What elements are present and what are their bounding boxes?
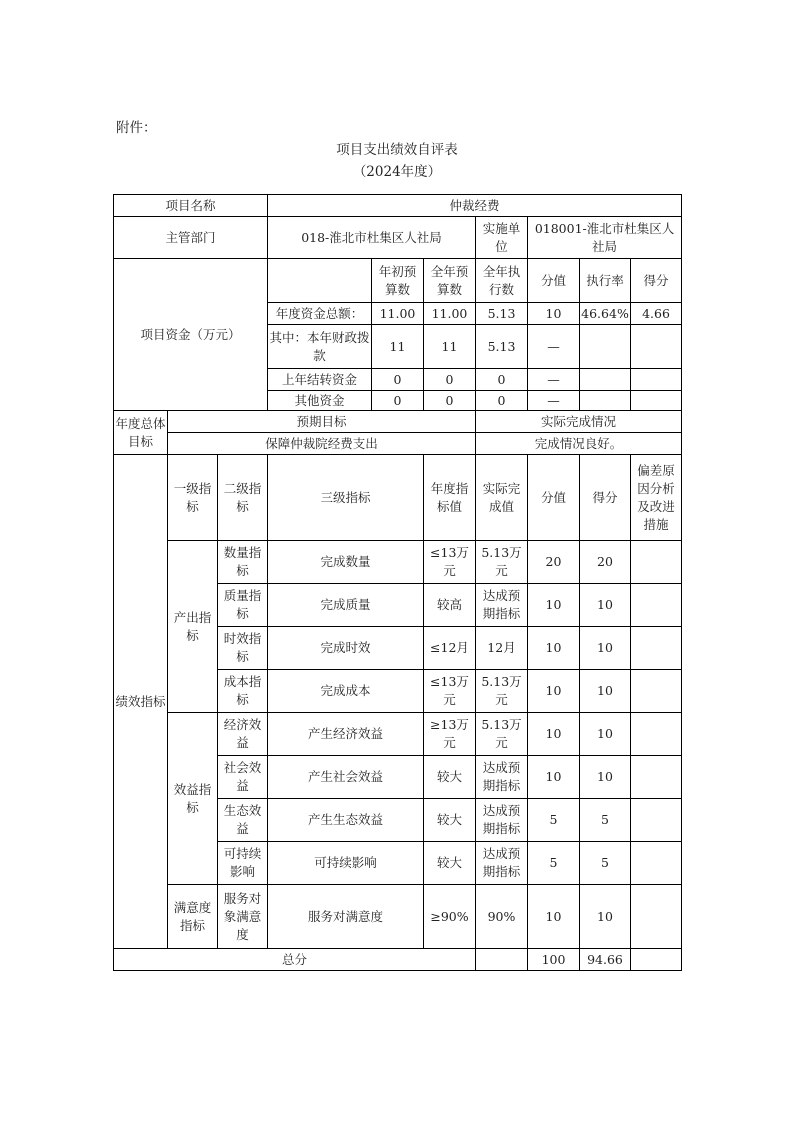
deviation-cell xyxy=(631,541,682,584)
level3-cell: 完成数量 xyxy=(268,541,424,584)
header-level1: 一级指标 xyxy=(168,455,218,541)
indicator-row xyxy=(114,885,682,949)
target-cell: ≤13万元 xyxy=(424,541,476,584)
page-title: 项目支出绩效自评表 xyxy=(336,142,458,158)
actual-result-value: 完成情况良好。 xyxy=(476,433,682,455)
dept-value: 018-淮北市杜集区人社局 xyxy=(268,217,476,259)
funds-full: 0 xyxy=(424,369,476,391)
funds-exec-rate: 46.64% xyxy=(580,303,631,325)
header-score-value: 分值 xyxy=(528,455,580,541)
funds-exec: 0 xyxy=(476,391,528,411)
score-cell: 10 xyxy=(580,885,631,949)
funds-header-row xyxy=(114,259,682,303)
level3-cell: 产生社会效益 xyxy=(268,756,424,799)
funds-exec-rate xyxy=(580,391,631,411)
header-deviation: 偏差原因分析及改进措施 xyxy=(631,455,682,541)
funds-score xyxy=(631,325,682,369)
funds-full: 0 xyxy=(424,391,476,411)
score-value-cell: 5 xyxy=(528,799,580,842)
header-target: 年度指标值 xyxy=(424,455,476,541)
level2-cell: 可持续影响 xyxy=(218,842,268,885)
indicator-header-row xyxy=(114,455,682,541)
expected-goal-label: 预期目标 xyxy=(168,411,476,433)
project-name-value: 仲裁经费 xyxy=(268,195,682,217)
actual-cell: 5.13万元 xyxy=(476,713,528,756)
deviation-cell xyxy=(631,885,682,949)
indicator-row xyxy=(114,541,682,584)
funds-row-label: 其他资金 xyxy=(268,391,372,411)
level3-cell: 产生经济效益 xyxy=(268,713,424,756)
target-cell: ≤12月 xyxy=(424,627,476,670)
self-evaluation-table xyxy=(113,194,682,971)
header-actual: 实际完成值 xyxy=(476,455,528,541)
score-cell: 10 xyxy=(580,713,631,756)
funds-score: 4.66 xyxy=(631,303,682,325)
level2-cell: 成本指标 xyxy=(218,670,268,713)
project-name-label: 项目名称 xyxy=(114,195,268,217)
funds-exec: 5.13 xyxy=(476,325,528,369)
expected-goal-value: 保障仲裁院经费支出 xyxy=(168,433,476,455)
score-value-cell: 10 xyxy=(528,713,580,756)
funds-score-value: — xyxy=(528,369,580,391)
deviation-cell xyxy=(631,799,682,842)
funds-score-value: — xyxy=(528,325,580,369)
performance-indicator-label: 绩效指标 xyxy=(114,455,168,949)
goals-row xyxy=(114,433,682,455)
level3-cell: 可持续影响 xyxy=(268,842,424,885)
deviation-cell xyxy=(631,842,682,885)
actual-cell: 达成预期指标 xyxy=(476,584,528,627)
header-level2: 二级指标 xyxy=(218,455,268,541)
score-cell: 10 xyxy=(580,670,631,713)
score-value-cell: 10 xyxy=(528,584,580,627)
project-name-row xyxy=(114,195,682,217)
deviation-cell xyxy=(631,670,682,713)
score-value-cell: 10 xyxy=(528,627,580,670)
header-score-value: 分值 xyxy=(528,259,580,303)
header-full-exec: 全年执行数 xyxy=(476,259,528,303)
funds-initial: 0 xyxy=(372,369,424,391)
actual-cell: 90% xyxy=(476,885,528,949)
score-cell: 10 xyxy=(580,627,631,670)
funds-score-value: — xyxy=(528,391,580,411)
score-cell: 10 xyxy=(580,756,631,799)
header-initial-budget: 年初预算数 xyxy=(372,259,424,303)
level1-cell: 满意度指标 xyxy=(168,885,218,949)
level1-cell: 效益指标 xyxy=(168,713,218,885)
header-full-budget: 全年预算数 xyxy=(424,259,476,303)
actual-cell: 12月 xyxy=(476,627,528,670)
deviation-cell xyxy=(631,713,682,756)
unit-label: 实施单位 xyxy=(476,217,528,259)
actual-cell: 5.13万元 xyxy=(476,670,528,713)
total-score: 94.66 xyxy=(580,949,631,971)
level2-cell: 经济效益 xyxy=(218,713,268,756)
funds-score xyxy=(631,391,682,411)
score-value-cell: 20 xyxy=(528,541,580,584)
funds-row-label: 其中：本年财政拨款 xyxy=(268,325,372,369)
deviation-cell xyxy=(631,584,682,627)
funds-score xyxy=(631,369,682,391)
total-deviation xyxy=(631,949,682,971)
annual-goal-label: 年度总体目标 xyxy=(114,411,168,455)
funds-initial: 11.00 xyxy=(372,303,424,325)
funds-exec: 5.13 xyxy=(476,303,528,325)
level2-cell: 数量指标 xyxy=(218,541,268,584)
target-cell: ≥90% xyxy=(424,885,476,949)
target-cell: 较大 xyxy=(424,799,476,842)
target-cell: 较大 xyxy=(424,756,476,799)
level1-cell: 产出指标 xyxy=(168,541,218,713)
actual-cell: 5.13万元 xyxy=(476,541,528,584)
target-cell: 较大 xyxy=(424,842,476,885)
report-year: （2024年度） xyxy=(352,164,442,180)
goals-header-row xyxy=(114,411,682,433)
score-cell: 10 xyxy=(580,584,631,627)
funds-full: 11 xyxy=(424,325,476,369)
score-cell: 5 xyxy=(580,842,631,885)
funds-row-label: 上年结转资金 xyxy=(268,369,372,391)
actual-cell: 达成预期指标 xyxy=(476,799,528,842)
actual-cell: 达成预期指标 xyxy=(476,756,528,799)
attachment-label: 附件： xyxy=(116,120,157,136)
funds-header-blank xyxy=(268,259,372,303)
deviation-cell xyxy=(631,627,682,670)
level3-cell: 服务对满意度 xyxy=(268,885,424,949)
level2-cell: 质量指标 xyxy=(218,584,268,627)
score-value-cell: 10 xyxy=(528,670,580,713)
department-row xyxy=(114,217,682,259)
total-label: 总分 xyxy=(114,949,476,971)
funds-exec-rate xyxy=(580,369,631,391)
level2-cell: 生态效益 xyxy=(218,799,268,842)
total-score-value: 100 xyxy=(528,949,580,971)
unit-value: 018001-淮北市杜集区人社局 xyxy=(528,217,682,259)
score-value-cell: 10 xyxy=(528,756,580,799)
level2-cell: 服务对象满意度 xyxy=(218,885,268,949)
funds-full: 11.00 xyxy=(424,303,476,325)
target-cell: ≤13万元 xyxy=(424,670,476,713)
score-value-cell: 5 xyxy=(528,842,580,885)
score-value-cell: 10 xyxy=(528,885,580,949)
level2-cell: 时效指标 xyxy=(218,627,268,670)
level3-cell: 完成成本 xyxy=(268,670,424,713)
level3-cell: 产生生态效益 xyxy=(268,799,424,842)
dept-label: 主管部门 xyxy=(114,217,268,259)
indicator-row xyxy=(114,713,682,756)
funds-exec: 0 xyxy=(476,369,528,391)
funds-initial: 0 xyxy=(372,391,424,411)
level3-cell: 完成质量 xyxy=(268,584,424,627)
level2-cell: 社会效益 xyxy=(218,756,268,799)
funds-initial: 11 xyxy=(372,325,424,369)
total-row xyxy=(114,949,682,971)
funds-exec-rate xyxy=(580,325,631,369)
target-cell: ≥13万元 xyxy=(424,713,476,756)
header-score: 得分 xyxy=(631,259,682,303)
funds-score-value: 10 xyxy=(528,303,580,325)
level3-cell: 完成时效 xyxy=(268,627,424,670)
header-score: 得分 xyxy=(580,455,631,541)
total-blank xyxy=(476,949,528,971)
score-cell: 20 xyxy=(580,541,631,584)
header-level3: 三级指标 xyxy=(268,455,424,541)
actual-cell: 达成预期指标 xyxy=(476,842,528,885)
funds-label: 项目资金（万元） xyxy=(114,259,268,411)
target-cell: 较高 xyxy=(424,584,476,627)
score-cell: 5 xyxy=(580,799,631,842)
actual-result-label: 实际完成情况 xyxy=(476,411,682,433)
header-exec-rate: 执行率 xyxy=(580,259,631,303)
funds-row-label: 年度资金总额： xyxy=(268,303,372,325)
deviation-cell xyxy=(631,756,682,799)
